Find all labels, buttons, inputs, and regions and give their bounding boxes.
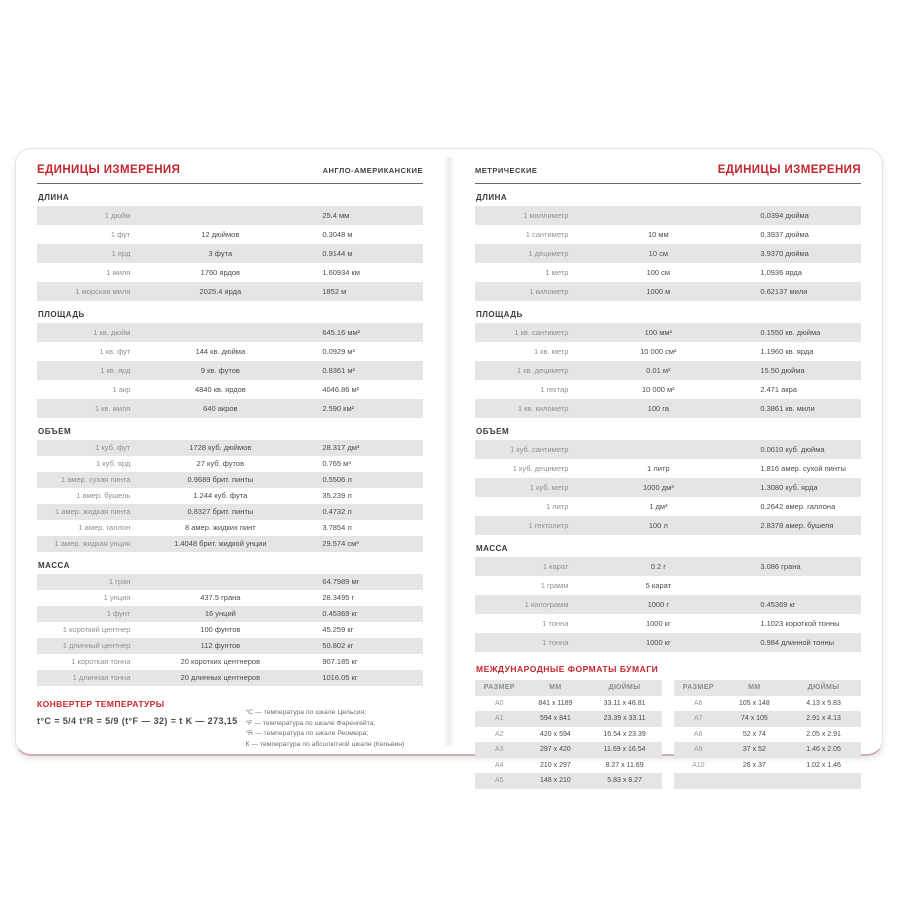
table-cell: 1 фунт — [106, 609, 131, 619]
table-cell: 28.3495 г — [322, 593, 355, 603]
temperature-converter — [37, 699, 423, 750]
table-cell: 1 амер. жидкая унция — [54, 539, 131, 549]
table-row — [37, 440, 423, 456]
page-title: ЕДИНИЦЫ ИЗМЕРЕНИЯ — [717, 164, 861, 176]
table-row — [475, 758, 662, 774]
table-cell: 8.27 x 11.69 — [605, 761, 644, 769]
table-cell: 1.46 x 2.05 — [806, 746, 841, 754]
table-cell: 437.5 грана — [200, 593, 241, 603]
paper-formats-heading: МЕЖДУНАРОДНЫЕ ФОРМАТЫ БУМАГИ — [476, 664, 659, 674]
table-cell: 2.8378 амер. бушеля — [760, 520, 834, 530]
table-cell: 1 дюйм — [104, 210, 131, 220]
table-cell: 26 x 37 — [742, 761, 766, 769]
table-row — [475, 399, 861, 418]
table-cell: 907.185 кг — [322, 657, 358, 667]
section-area — [475, 310, 861, 418]
table-cell: 1.02 x 1.46 — [806, 761, 841, 769]
temperature-left — [37, 699, 238, 726]
table-cell: A10 — [692, 761, 705, 769]
table-cell: 23.39 x 33.11 — [603, 715, 646, 723]
table-cell: 100 л — [648, 520, 668, 530]
table-cell: 3.086 грана — [760, 561, 801, 571]
table-row — [475, 711, 662, 727]
table-row — [37, 399, 423, 418]
note-line: °C — температура по шкале Цельсия; — [245, 709, 367, 716]
table-cell: 100 фунтов — [200, 625, 241, 635]
table-cell: 1.3080 куб. ярда — [760, 482, 818, 492]
column-header: РАЗМЕР — [682, 684, 714, 692]
table-cell: 64.7989 мг — [322, 577, 360, 587]
table-row — [674, 758, 861, 774]
table-cell: 4840 кв. ярдов — [194, 384, 246, 394]
page-right — [454, 149, 882, 785]
section-heading: МАССА — [476, 544, 508, 553]
table-cell: 0.45369 кг — [760, 599, 796, 609]
table-row — [475, 440, 861, 459]
table-row — [37, 282, 423, 301]
note-line: °R — температура по шкале Реомюра; — [245, 730, 369, 737]
table-cell: 0.62137 мили — [760, 286, 808, 296]
table-cell: A1 — [495, 715, 504, 723]
section-heading: ПЛОЩАДЬ — [476, 310, 523, 319]
table-cell: 10 000 м² — [642, 384, 675, 394]
section-heading: ПЛОЩАДЬ — [38, 310, 85, 319]
table-cell: 1.816 амер. сухой пинты — [760, 463, 846, 473]
table-cell: 1 ярд — [111, 248, 131, 258]
table-row — [37, 206, 423, 225]
table-cell: 1 литр — [647, 463, 670, 473]
table-row — [475, 595, 861, 614]
table-cell: 2.91 x 4.13 — [806, 715, 841, 723]
section-volume — [475, 427, 861, 535]
section-mass — [475, 544, 861, 652]
table-cell: 0.3048 м — [322, 229, 353, 239]
table-row — [475, 206, 861, 225]
paper-format-tables — [475, 680, 861, 789]
table-cell: 1 метр — [545, 267, 569, 277]
table-cell: 35.239 л — [322, 491, 352, 501]
table-row — [37, 606, 423, 622]
table-cell: 0.0394 дюйма — [760, 210, 809, 220]
units-table — [37, 574, 423, 686]
table-cell: 1 куб. дециметр — [512, 463, 569, 473]
table-row — [37, 456, 423, 472]
table-cell: 1000 г — [647, 599, 670, 609]
table-cell: 1000 кг — [645, 637, 671, 647]
table-cell: 29.574 см³ — [322, 539, 359, 549]
table-row — [37, 380, 423, 399]
table-cell: 112 фунтов — [200, 641, 241, 651]
table-row — [475, 696, 662, 712]
table-row — [475, 342, 861, 361]
page-title: ЕДИНИЦЫ ИЗМЕРЕНИЯ — [37, 164, 181, 176]
table-cell: 1000 дм³ — [642, 482, 674, 492]
table-cell: 1 амер. сухая пинта — [60, 475, 131, 485]
table-cell: 4046.86 м² — [322, 384, 360, 394]
column-header: ММ — [549, 684, 562, 692]
note-line: К — температура по абсолютной шкале (Кельвин) — [245, 740, 405, 748]
table-cell: A6 — [694, 699, 703, 707]
table-cell: 1000 м — [646, 286, 671, 296]
table-cell: 2025.4 ярда — [199, 286, 242, 296]
table-row — [475, 516, 861, 535]
table-cell: 45.259 кг — [322, 625, 354, 635]
table-cell: 1 куб. сантиметр — [510, 444, 569, 454]
table-cell: 37 x 52 — [742, 746, 766, 754]
table-cell: 52 x 74 — [742, 730, 766, 738]
table-cell: A7 — [694, 715, 703, 723]
table-cell: 3.9370 дюйма — [760, 248, 809, 258]
units-table — [475, 323, 861, 418]
table-cell: 1 кв. дециметр — [516, 365, 569, 375]
table-cell: 1 амер. бушель — [76, 491, 131, 501]
section-mass — [37, 561, 423, 686]
table-cell: 210 x 297 — [540, 761, 571, 769]
table-row — [475, 742, 662, 758]
table-cell: 1 кв. сантиметр — [514, 327, 569, 337]
table-cell: 20 коротких центнеров — [180, 657, 261, 667]
table-cell: 100 га — [647, 403, 670, 413]
table-cell: 1.1023 короткой тонны — [760, 618, 840, 628]
table-cell: 1 кв. фут — [99, 346, 131, 356]
table-cell: 1 кв. миля — [94, 403, 131, 413]
table-cell: 1 морская миля — [75, 286, 131, 296]
table-cell: 1 километр — [529, 286, 569, 296]
table-row — [37, 654, 423, 670]
table-row — [37, 590, 423, 606]
table-cell: 28.317 дм³ — [322, 443, 360, 453]
column-header: ММ — [748, 684, 761, 692]
table-cell: 27 куб. футов — [196, 459, 245, 469]
page-seam — [444, 157, 454, 746]
table-cell: 0.3861 кв. мили — [760, 403, 815, 413]
table-cell: 16 унций — [204, 609, 236, 619]
table-cell: 105 x 148 — [739, 699, 770, 707]
table-cell: 4.13 x 5.83 — [806, 699, 841, 707]
table-row — [37, 670, 423, 686]
table-cell: 1 гран — [108, 577, 131, 587]
paper-table-a6-a10 — [674, 680, 861, 789]
table-cell: 100 см — [646, 267, 671, 277]
section-heading: ДЛИНА — [38, 193, 70, 202]
table-cell: 1 короткий центнер — [62, 625, 131, 635]
table-cell: 1 гектолитр — [528, 520, 569, 530]
note-line: °F — температура по шкале Фаренгейта; — [245, 719, 376, 727]
table-cell: 0.0929 м² — [322, 346, 355, 356]
table-cell: 0.984 длинной тонны — [760, 637, 835, 647]
table-cell: 1 миля — [106, 267, 131, 277]
section-heading: ОБЪЕМ — [476, 427, 510, 436]
table-cell: 0.2 г — [650, 561, 666, 571]
column-header: ДЮЙМЫ — [608, 684, 641, 692]
table-cell: 1.4048 брит. жидкой унции — [174, 539, 267, 549]
paper-formats — [475, 664, 861, 789]
table-row — [475, 557, 861, 576]
units-table — [475, 557, 861, 652]
table-cell: 33.11 x 46.81 — [603, 699, 646, 707]
table-row — [37, 225, 423, 244]
table-row — [674, 711, 861, 727]
units-table — [37, 323, 423, 418]
table-row — [674, 696, 861, 712]
table-cell: 0.8327 брит. пинты — [187, 507, 254, 517]
table-cell: 0.1550 кв. дюйма — [760, 327, 821, 337]
units-table — [37, 206, 423, 301]
table-row — [475, 282, 861, 301]
page-left — [16, 149, 444, 754]
table-cell: 1760 ярдов — [200, 267, 241, 277]
paper-table-a0-a5 — [475, 680, 662, 789]
table-row — [475, 633, 861, 652]
section-heading: ДЛИНА — [476, 193, 508, 202]
table-row — [37, 361, 423, 380]
table-cell: 1 кв. дюйм — [93, 327, 131, 337]
table-cell: 1.1960 кв. ярда — [760, 346, 814, 356]
table-cell: 1 амер. жидкая пинта — [55, 507, 131, 517]
table-cell: 297 x 420 — [540, 746, 571, 754]
table-cell: 1 кв. километр — [517, 403, 569, 413]
table-cell: 1 фут — [110, 229, 131, 239]
table-cell: 74 x 105 — [740, 715, 768, 723]
table-cell: 3 фута — [208, 248, 233, 258]
table-row — [674, 742, 861, 758]
table-cell: 1 амер. галлон — [78, 523, 131, 533]
table-row — [674, 727, 861, 743]
table-cell: 594 x 841 — [540, 715, 571, 723]
table-cell: 10 мм — [647, 229, 669, 239]
table-cell: 1 гектар — [540, 384, 569, 394]
table-cell: 16.54 x 23.39 — [603, 730, 646, 738]
table-cell: 11.69 x 16.54 — [603, 746, 646, 754]
table-cell: A2 — [495, 730, 504, 738]
table-cell: 0.01 м² — [646, 365, 671, 375]
table-row — [475, 459, 861, 478]
table-row — [37, 622, 423, 638]
table-cell: 1.60934 км — [322, 267, 360, 277]
table-row — [37, 504, 423, 520]
table-row — [475, 323, 861, 342]
table-row — [475, 244, 861, 263]
temperature-heading: КОНВЕРТЕР ТЕМПЕРАТУРЫ — [37, 699, 165, 709]
table-cell: 1 дециметр — [528, 248, 569, 258]
table-row — [475, 361, 861, 380]
page-subtitle: АНГЛО-АМЕРИКАНСКИЕ — [322, 166, 423, 175]
table-cell: A4 — [495, 761, 504, 769]
table-cell: 1852 м — [322, 286, 347, 296]
table-cell: A0 — [495, 699, 504, 707]
table-cell: 148 x 210 — [540, 777, 571, 785]
table-row — [475, 773, 662, 789]
table-cell: 1 тонна — [542, 637, 569, 647]
table-cell: 1 миллиметр — [523, 210, 569, 220]
table-cell: 1 акр — [112, 384, 131, 394]
table-header-row — [475, 680, 662, 696]
table-cell: 1.0936 ярда — [760, 267, 802, 277]
table-row — [475, 225, 861, 244]
table-cell: 1 короткая тонна — [71, 657, 131, 667]
table-cell: 0.45369 кг — [322, 609, 358, 619]
table-cell: 1 карат — [542, 561, 569, 571]
table-cell: 0.3937 дюйма — [760, 229, 809, 239]
table-cell: 1016.05 кг — [322, 673, 358, 683]
table-cell: 1 кв. метр — [534, 346, 569, 356]
table-cell: 420 x 594 — [540, 730, 571, 738]
table-cell: 9 кв. футов — [200, 365, 240, 375]
table-cell: 0.4732 л — [322, 507, 352, 517]
table-cell: 1 литр — [545, 501, 569, 511]
table-cell: 0.8361 м² — [322, 365, 355, 375]
table-cell: 841 x 1189 — [538, 699, 573, 707]
table-cell: 1 куб. метр — [529, 482, 569, 492]
section-heading: ОБЪЕМ — [38, 427, 72, 436]
page-right-header — [475, 161, 861, 184]
table-cell: 1 куб. фут — [95, 443, 131, 453]
table-cell: 20 длинных центнеров — [180, 673, 261, 683]
table-cell: 5 карат — [645, 580, 672, 590]
table-cell: 8 амер. жидких пинт — [184, 523, 256, 533]
table-cell: 1 длинная тонна — [72, 673, 131, 683]
table-cell: 1 куб. ярд — [96, 459, 131, 469]
table-row — [475, 263, 861, 282]
table-cell: 1 длинный центнер — [62, 641, 131, 651]
table-cell: 0.9144 м — [322, 248, 353, 258]
temperature-formula: t°C = 5/4 t°R = 5/9 (t°F — 32) = t K — 273,15 — [37, 716, 238, 726]
table-row — [475, 614, 861, 633]
table-cell: 1 тонна — [542, 618, 569, 628]
table-row — [37, 638, 423, 654]
table-cell: 645.16 мм² — [322, 327, 361, 337]
table-cell: A9 — [694, 746, 703, 754]
table-cell: 0.765 м³ — [322, 459, 351, 469]
units-table — [475, 440, 861, 535]
table-row — [37, 263, 423, 282]
column-header: ДЮЙМЫ — [807, 684, 840, 692]
table-cell: A8 — [694, 730, 703, 738]
table-row — [37, 342, 423, 361]
table-cell: 1000 кг — [645, 618, 671, 628]
table-cell: 1728 куб. дюймов — [189, 443, 252, 453]
section-length — [475, 193, 861, 301]
section-length — [37, 193, 423, 301]
units-table — [475, 206, 861, 301]
table-cell: 0.5506 л — [322, 475, 352, 485]
table-header-row — [674, 680, 861, 696]
table-cell: 640 акров — [203, 403, 238, 413]
table-row — [37, 520, 423, 536]
table-cell: 1 унция — [103, 593, 131, 603]
table-cell: 2.590 км² — [322, 403, 355, 413]
table-cell: A3 — [495, 746, 504, 754]
table-cell: 5.83 x 8.27 — [607, 777, 642, 785]
table-cell: 12 дюймов — [201, 229, 240, 239]
table-cell: 1.244 куб. фута — [193, 491, 248, 501]
table-cell: 1 сантиметр — [525, 229, 569, 239]
table-cell: 100 мм² — [644, 327, 673, 337]
table-cell: 25.4 мм — [322, 210, 350, 220]
table-cell: 1 килограмм — [524, 599, 569, 609]
table-row — [37, 323, 423, 342]
table-row — [475, 727, 662, 743]
table-cell: 3.7854 л — [322, 523, 352, 533]
section-heading: МАССА — [38, 561, 70, 570]
table-cell: 0.0610 куб. дюйма — [760, 444, 825, 454]
table-row — [37, 472, 423, 488]
temperature-notes — [245, 699, 423, 750]
table-row — [475, 478, 861, 497]
units-table — [37, 440, 423, 552]
table-row — [37, 244, 423, 263]
table-cell: 50.802 кг — [322, 641, 354, 651]
table-row — [674, 773, 861, 789]
column-header: РАЗМЕР — [483, 684, 515, 692]
table-cell: 1 грамм — [540, 580, 569, 590]
table-cell: 2.05 x 2.91 — [806, 730, 841, 738]
table-cell: 10 000 см² — [640, 346, 677, 356]
table-row — [475, 497, 861, 516]
section-area — [37, 310, 423, 418]
table-cell: 10 см — [648, 248, 669, 258]
table-row — [475, 576, 861, 595]
table-cell: 144 кв. дюйма — [195, 346, 246, 356]
table-cell: 2.471 акра — [760, 384, 797, 394]
table-row — [37, 536, 423, 552]
table-cell: 0.9689 брит. пинты — [187, 475, 254, 485]
planner-spread — [15, 148, 883, 785]
table-row — [37, 574, 423, 590]
page-left-header — [37, 161, 423, 184]
table-cell: A5 — [495, 777, 504, 785]
table-row — [475, 380, 861, 399]
page-subtitle: МЕТРИЧЕСКИЕ — [475, 166, 538, 175]
table-row — [37, 488, 423, 504]
table-cell: 1 кв. ярд — [100, 365, 131, 375]
section-volume — [37, 427, 423, 552]
table-cell: 15.50 дюйма — [760, 365, 805, 375]
table-cell: 1 дм³ — [649, 501, 668, 511]
table-cell: 0.2642 амер. галлона — [760, 501, 836, 511]
